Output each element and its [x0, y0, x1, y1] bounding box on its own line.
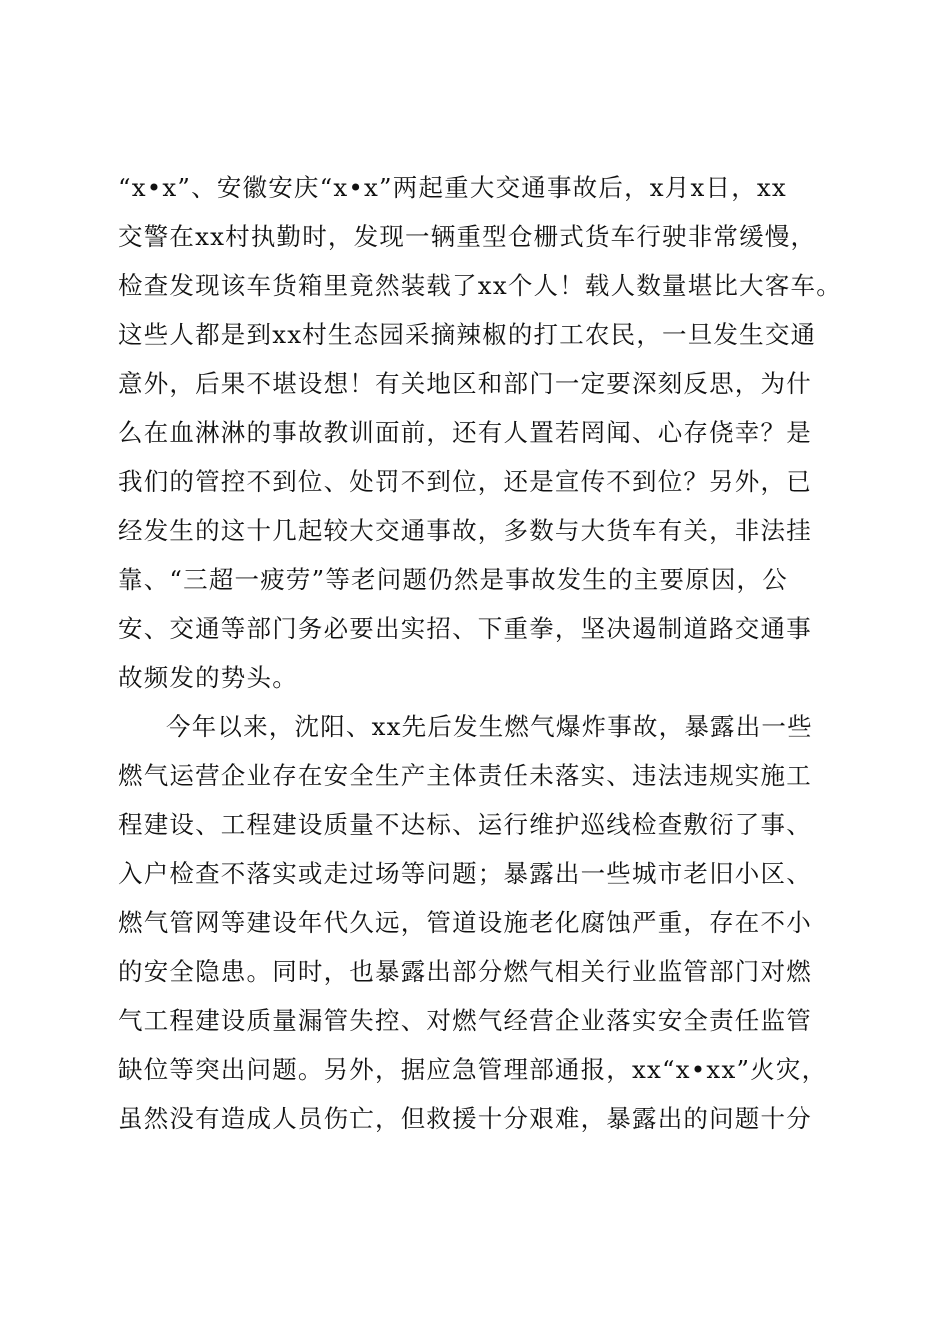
text-line: 虽然没有造成人员伤亡，但救援十分艰难，暴露出的问题十分	[118, 1104, 812, 1133]
paragraph-traffic-accidents	[118, 163, 842, 702]
text-line: 燃气运营企业存在安全生产主体责任未落实、违法违规实施工	[118, 761, 812, 790]
text-line: 燃气管网等建设年代久远，管道设施老化腐蚀严重，存在不小	[118, 908, 812, 937]
paragraph-gas-explosions	[118, 702, 838, 1143]
text-line: 这些人都是到xx村生态园采摘辣椒的打工农民，一旦发生交通	[118, 320, 817, 349]
text-line: 交警在xx村执勤时，发现一辆重型仓栅式货车行驶非常缓慢，	[118, 222, 817, 251]
text-line: 安、交通等部门务必要出实招、下重拳，坚决遏制道路交通事	[118, 614, 812, 643]
text-line: 入户检查不落实或走过场等问题；暴露出一些城市老旧小区、	[118, 859, 812, 888]
text-line: 意外，后果不堪设想！有关地区和部门一定要深刻反思，为什	[118, 369, 812, 398]
text-line: 么在血淋淋的事故教训面前，还有人置若罔闻、心存侥幸？是	[118, 418, 812, 447]
text-line: 检查发现该车货箱里竟然装载了xx个人！载人数量堪比大客车。	[118, 271, 842, 300]
text-line: 缺位等突出问题。另外，据应急管理部通报，xx“x•xx”火灾，	[118, 1055, 828, 1084]
text-line: 的安全隐患。同时，也暴露出部分燃气相关行业监管部门对燃	[118, 957, 812, 986]
text-line: 我们的管控不到位、处罚不到位，还是宣传不到位？另外，已	[118, 467, 812, 496]
text-line-first-indent: 今年以来，沈阳、xx先后发生燃气爆炸事故，暴露出一些	[166, 712, 813, 741]
text-line: 气工程建设质量漏管失控、对燃气经营企业落实安全责任监管	[118, 1006, 812, 1035]
document-body	[118, 163, 842, 1143]
text-line: 程建设、工程建设质量不达标、运行维护巡线检查敷衍了事、	[118, 810, 812, 839]
text-line: 经发生的这十几起较大交通事故，多数与大货车有关，非法挂	[118, 516, 812, 545]
text-line: 靠、“三超一疲劳”等老问题仍然是事故发生的主要原因，公	[118, 565, 788, 594]
text-line: “x•x”、安徽安庆“x•x”两起重大交通事故后，x月x日，xx	[118, 173, 787, 202]
text-line: 故频发的势头。	[118, 663, 298, 692]
